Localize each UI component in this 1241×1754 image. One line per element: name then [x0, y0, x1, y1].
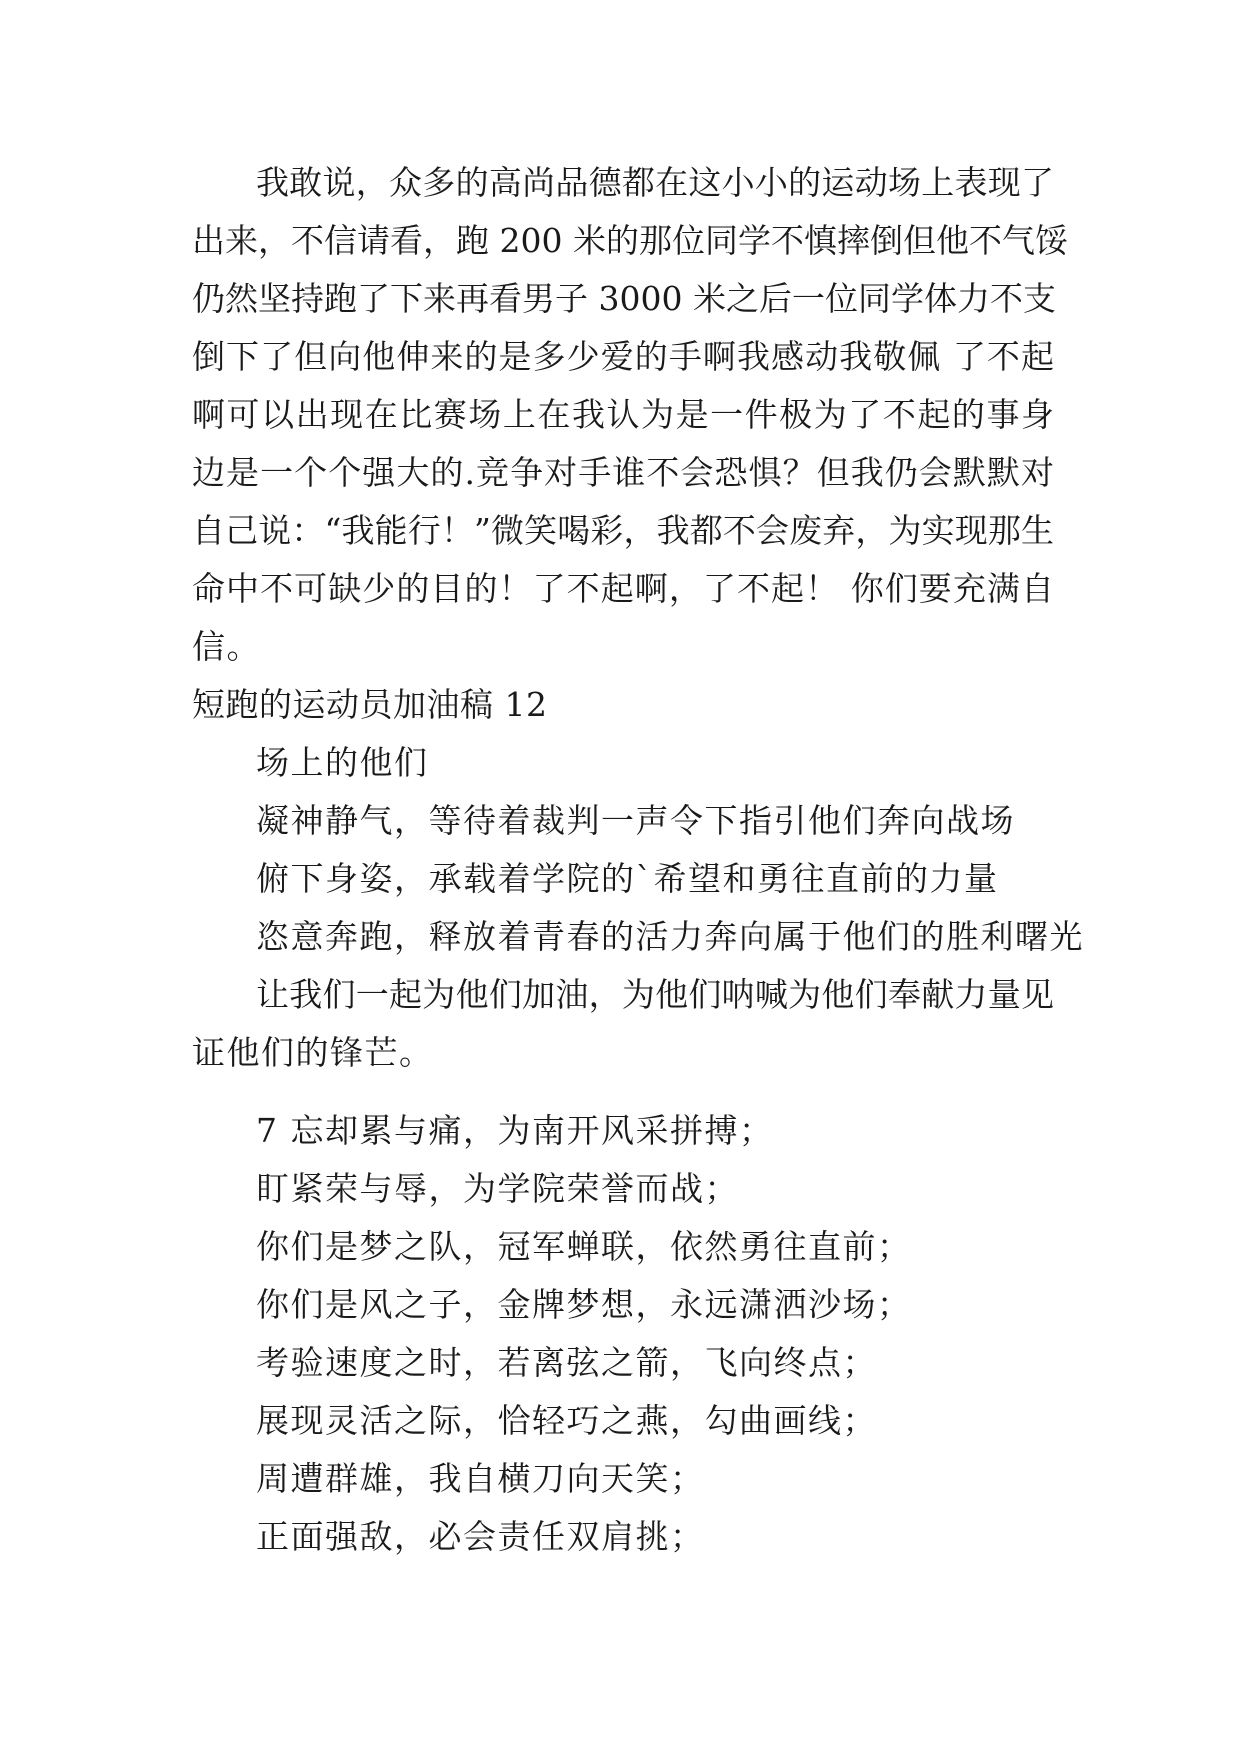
paragraph-line: 啊可以出现在比赛场上在我认为是一件极为了不起的事身: [192, 395, 1054, 434]
verse-line: 正面强敌，必会责任双肩挑；: [256, 1517, 705, 1556]
poem-line: 证他们的锋芒。: [192, 1033, 434, 1072]
verse-line: 盯紧荣与辱，为学院荣誉而战；: [256, 1169, 739, 1208]
paragraph-line: 出来，不信请看，跑 200 米的那位同学不慎摔倒但他不气馁: [192, 221, 1068, 260]
paragraph-line: 仍然坚持跑了下来再看男子 3000 米之后一位同学体力不支: [192, 279, 1056, 318]
poem-line: 凝神静气，等待着裁判一声令下指引他们奔向战场: [256, 801, 1015, 840]
paragraph-line: 信。: [192, 627, 261, 666]
paragraph-line: 边是一个个强大的.竞争对手谁不会恐惧？但我仍会默默对: [192, 453, 1054, 492]
verse-line: 你们是梦之队，冠军蝉联，依然勇往直前；: [256, 1227, 912, 1266]
paragraph-line: 倒下了但向他伸来的是多少爱的手啊我感动我敬佩 了不起: [192, 337, 1054, 376]
poem-line: 俯下身姿，承载着学院的`希望和勇往直前的力量: [256, 859, 999, 898]
paragraph-line: 我敢说，众多的高尚品德都在这小小的运动场上表现了: [256, 163, 1054, 202]
section-heading: 短跑的运动员加油稿 12: [192, 685, 548, 724]
poem-line: 恣意奔跑，释放着青春的活力奔向属于他们的胜利曙光: [256, 917, 1084, 956]
poem-title: 场上的他们: [256, 743, 429, 782]
verse-line: 你们是风之子，金牌梦想，永远潇洒沙场；: [256, 1285, 912, 1324]
poem-line: 让我们一起为他们加油，为他们呐喊为他们奉献力量见: [256, 975, 1054, 1014]
verse-line: 周遭群雄，我自横刀向天笑；: [256, 1459, 705, 1498]
verse-line: 考验速度之时，若离弦之箭，飞向终点；: [256, 1343, 877, 1382]
paragraph-line: 命中不可缺少的目的！了不起啊，了不起！ 你们要充满自: [192, 569, 1054, 608]
verse-line: 7 忘却累与痛，为南开风采拼搏；: [256, 1111, 774, 1150]
verse-line: 展现灵活之际，恰轻巧之燕，勾曲画线；: [256, 1401, 877, 1440]
paragraph-line: 自己说：“我能行！”微笑喝彩，我都不会废弃，为实现那生: [192, 511, 1054, 550]
